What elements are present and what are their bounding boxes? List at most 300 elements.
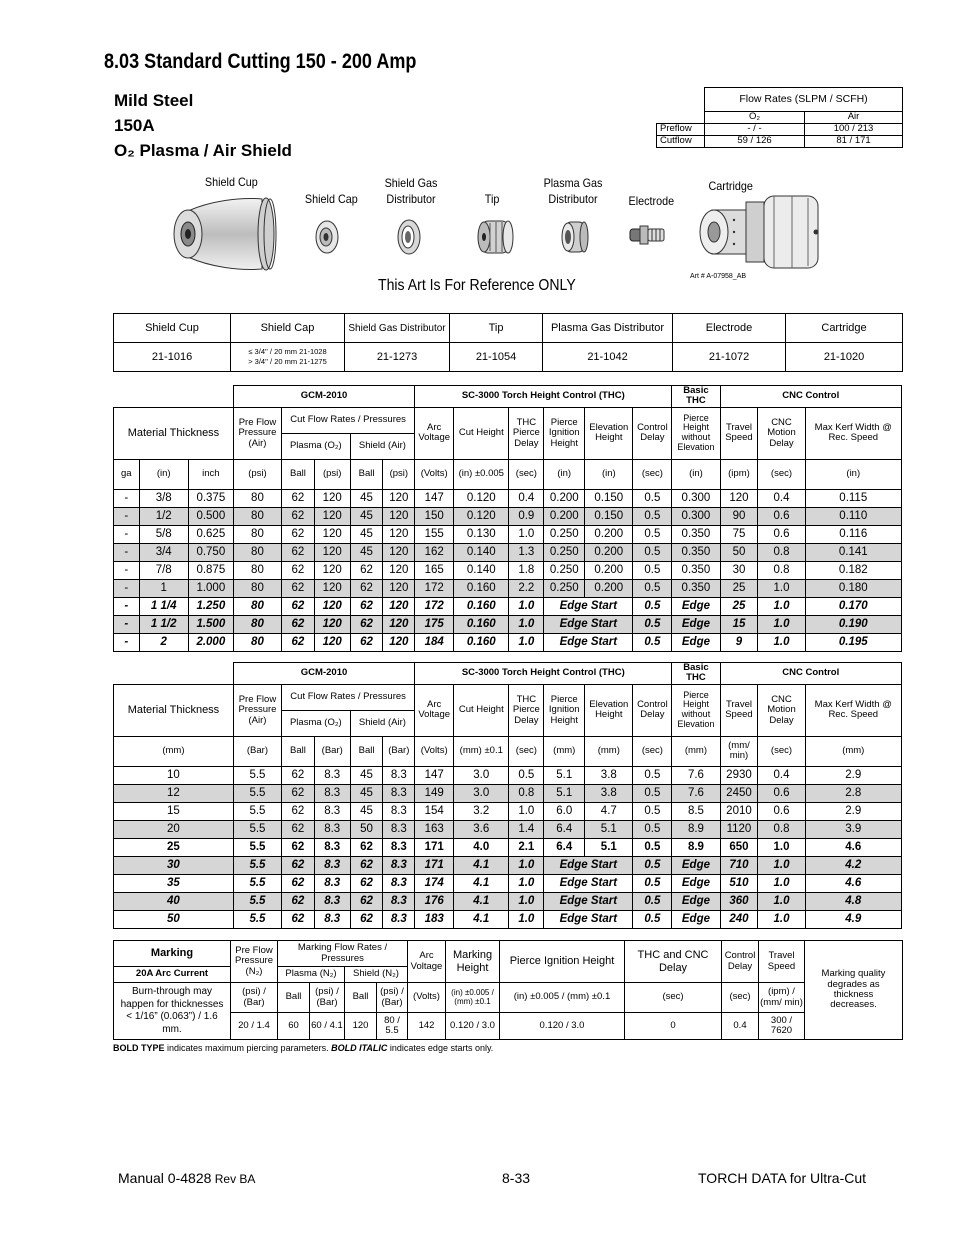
table-cell: 62 — [282, 802, 315, 820]
table-cell: Edge — [672, 597, 720, 615]
table-row — [114, 784, 902, 802]
unit-cell: (sec) — [625, 983, 722, 1013]
table-cell: 4.8 — [805, 892, 901, 910]
header-elevation-height: Elevation Height — [585, 407, 633, 459]
table-row — [114, 820, 902, 838]
table-cell: 175 — [415, 615, 454, 633]
table-cell: Edge — [672, 856, 720, 874]
table-cell: 0.9 — [509, 507, 544, 525]
table-cell: 0.8 — [758, 820, 805, 838]
table-cell: 5.5 — [233, 874, 281, 892]
footer-section: TORCH DATA for Ultra-Cut — [698, 1170, 867, 1186]
unit-cell: (psi) — [383, 459, 415, 489]
table-cell: 0.5 — [633, 820, 672, 838]
table-cell: 1 — [139, 579, 188, 597]
table-row — [114, 489, 902, 507]
table-cell: 1.0 — [758, 615, 805, 633]
table-cell: 1.0 — [758, 838, 805, 856]
table-cell: 45 — [350, 766, 383, 784]
unit-cell: (in) ±0.005 / (mm) ±0.1 — [500, 983, 625, 1013]
flow-rates-header: Flow Rates (SLPM / SCFH) — [705, 88, 903, 112]
table-cell: Edge Start — [544, 597, 633, 615]
table-cell: 1.0 — [509, 525, 544, 543]
table-cell: 15 — [720, 615, 758, 633]
label-cartridge: Cartridge — [708, 179, 753, 193]
table-cell: 62 — [282, 597, 315, 615]
part-number: 21-1054 — [450, 343, 543, 372]
unit-cell: Ball — [350, 459, 383, 489]
table-row — [114, 856, 902, 874]
table-cell: 62 — [282, 561, 315, 579]
table-cell: 8.3 — [383, 766, 415, 784]
table-cell: 45 — [350, 802, 383, 820]
unit-cell: (mm) — [585, 736, 633, 766]
table-cell: 20 — [114, 820, 234, 838]
table-cell: 1.000 — [188, 579, 233, 597]
table-cell: 176 — [415, 892, 454, 910]
header-cut-height: Cut Height — [454, 407, 509, 459]
header-arc-voltage: Arc Voltage — [415, 684, 454, 736]
unit-cell: (in) — [672, 459, 720, 489]
unit-cell: (ipm) / (mm/ min) — [759, 983, 805, 1013]
table-cell: 25 — [114, 838, 234, 856]
table-cell: 62 — [282, 766, 315, 784]
label-plasma-gas-distributor: Plasma Gas Distributor — [543, 176, 603, 206]
unit-cell: (Bar) — [383, 736, 415, 766]
table-cell: 8.3 — [383, 892, 415, 910]
table-cell: 0.5 — [633, 579, 672, 597]
table-cell: 0.5 — [633, 615, 672, 633]
manual-number: Manual 0-4828 — [118, 1170, 212, 1186]
table-cell: 0.6 — [758, 507, 805, 525]
header-control-delay: Control Delay — [633, 684, 672, 736]
table-cell: 1.0 — [509, 874, 544, 892]
table-cell: 45 — [350, 784, 383, 802]
table-cell: 0.6 — [758, 525, 805, 543]
table-cell: 1.0 — [509, 615, 544, 633]
table-cell: 163 — [415, 820, 454, 838]
table-cell: 0.300 — [672, 507, 720, 525]
table-row — [114, 543, 902, 561]
table-cell: 8.3 — [314, 802, 350, 820]
table-cell: 150 — [415, 507, 454, 525]
unit-cell: (sec) — [758, 459, 805, 489]
table-cell: 0.5 — [633, 507, 672, 525]
value-cell: 60 / 4.1 — [310, 1013, 345, 1040]
table-cell: 80 — [233, 525, 281, 543]
unit-cell: (mm) — [114, 736, 234, 766]
table-cell: 154 — [415, 802, 454, 820]
art-number: Art # A-07958_AB — [690, 273, 747, 280]
parts-table — [113, 313, 903, 372]
table-cell: 0.250 — [544, 579, 585, 597]
table-cell: 62 — [282, 579, 315, 597]
table-cell: 0.250 — [544, 525, 585, 543]
unit-cell: (in) — [805, 459, 901, 489]
unit-cell: (sec) — [509, 459, 544, 489]
flow-value: 81 / 171 — [805, 136, 903, 148]
table-cell: 62 — [350, 615, 383, 633]
table-cell: 0.160 — [454, 633, 509, 651]
table-cell: 1.0 — [758, 874, 805, 892]
units-row — [114, 736, 902, 766]
table-cell: 0.120 — [454, 507, 509, 525]
table-cell: 2.9 — [805, 766, 901, 784]
table-row — [114, 802, 902, 820]
table-cell: Edge Start — [544, 910, 633, 928]
table-cell: 2.000 — [188, 633, 233, 651]
table-cell: 40 — [114, 892, 234, 910]
table-cell: 3/8 — [139, 489, 188, 507]
parts-header: Cartridge — [786, 314, 903, 343]
footer-manual — [118, 1170, 255, 1186]
table-cell: 0.200 — [544, 507, 585, 525]
table-cell: 8.3 — [383, 910, 415, 928]
table-cell: 3.8 — [585, 766, 633, 784]
table-cell: 120 — [383, 525, 415, 543]
table-cell: 0.8 — [758, 561, 805, 579]
table-cell: 0.5 — [633, 856, 672, 874]
table-cell: 172 — [415, 597, 454, 615]
part-number: 21-1042 — [543, 343, 673, 372]
table-cell: 35 — [114, 874, 234, 892]
table-cell: 0.6 — [758, 802, 805, 820]
table-cell: 1.0 — [509, 597, 544, 615]
unit-cell: ga — [114, 459, 140, 489]
table-cell: 2 — [139, 633, 188, 651]
table-cell: 62 — [350, 874, 383, 892]
table-cell: 4.1 — [454, 910, 509, 928]
table-cell: 8.3 — [383, 856, 415, 874]
table-cell: 710 — [720, 856, 758, 874]
electrode-icon — [628, 220, 668, 250]
table-cell: 0.141 — [805, 543, 901, 561]
table-cell: 149 — [415, 784, 454, 802]
header-pierce-ignition: Pierce Ignition Height — [500, 941, 625, 983]
table-cell: 1.3 — [509, 543, 544, 561]
value-cell: 0.120 / 3.0 — [500, 1013, 625, 1040]
unit-cell: (in) ±0.005 / (mm) ±0.1 — [446, 983, 500, 1013]
value-cell: 0 — [625, 1013, 722, 1040]
unit-cell: (psi) / (Bar) — [377, 983, 408, 1013]
header-material-thickness: Material Thickness — [114, 407, 234, 459]
table-cell: - — [114, 525, 140, 543]
header-arc-voltage: Arc Voltage — [408, 941, 446, 983]
header-pre-flow: Pre Flow Pressure (Air) — [233, 407, 281, 459]
table-cell: Edge Start — [544, 633, 633, 651]
table-cell: 62 — [282, 633, 315, 651]
table-cell: 0.140 — [454, 561, 509, 579]
table-cell: 1.0 — [509, 856, 544, 874]
plasma-gas-distributor-icon — [560, 218, 590, 256]
table-cell: 1.0 — [758, 597, 805, 615]
table-cell: 5/8 — [139, 525, 188, 543]
table-cell: 1.0 — [758, 633, 805, 651]
table-cell: 30 — [114, 856, 234, 874]
table-cell: 120 — [383, 507, 415, 525]
header-pre-flow: Pre Flow Pressure (Air) — [233, 684, 281, 736]
unit-cell: Ball — [282, 736, 315, 766]
header-shield: Shield (Air) — [350, 710, 415, 736]
table-cell: 4.6 — [805, 874, 901, 892]
table-cell: - — [114, 615, 140, 633]
table-cell: 172 — [415, 579, 454, 597]
header-cut-flow: Cut Flow Rates / Pressures — [282, 407, 415, 433]
table-cell: 62 — [350, 910, 383, 928]
value-cell: 142 — [408, 1013, 446, 1040]
table-cell: 1.0 — [509, 802, 544, 820]
table-cell: 0.375 — [188, 489, 233, 507]
flow-col-air: Air — [805, 112, 903, 124]
table-cell: 120 — [314, 543, 350, 561]
table-cell: 0.5 — [633, 597, 672, 615]
table-cell: 184 — [415, 633, 454, 651]
unit-cell: (psi) / (Bar) — [310, 983, 345, 1013]
header-control-delay: Control Delay — [722, 941, 759, 983]
table-cell: 120 — [314, 579, 350, 597]
unit-cell: (sec) — [509, 736, 544, 766]
table-cell: 1.8 — [509, 561, 544, 579]
header-pierce-without-elevation: Pierce Height without Elevation — [672, 407, 720, 459]
table-cell: 2010 — [720, 802, 758, 820]
table-cell: 162 — [415, 543, 454, 561]
parts-header: Tip — [450, 314, 543, 343]
table-cell: 0.130 — [454, 525, 509, 543]
table-cell: 174 — [415, 874, 454, 892]
table-cell: 1/2 — [139, 507, 188, 525]
table-cell: Edge — [672, 892, 720, 910]
header-travel-speed: Travel Speed — [759, 941, 805, 983]
table-cell: 5.1 — [585, 838, 633, 856]
unit-cell: (in) — [139, 459, 188, 489]
table-cell: 2450 — [720, 784, 758, 802]
table-cell: 120 — [383, 543, 415, 561]
part-number: > 3/4'' / 20 mm 21-1275 — [248, 357, 327, 366]
table-cell: 120 — [383, 633, 415, 651]
table-cell: - — [114, 543, 140, 561]
group-gcm: GCM-2010 — [233, 386, 414, 408]
table-cell: 183 — [415, 910, 454, 928]
table-cell: 62 — [282, 784, 315, 802]
table-cell: 120 — [314, 507, 350, 525]
table-cell: 0.5 — [633, 561, 672, 579]
table-cell: - — [114, 489, 140, 507]
flow-col-o2: O₂ — [705, 112, 805, 124]
table-cell: 4.1 — [454, 874, 509, 892]
header-shield: Shield (Air) — [350, 433, 415, 459]
table-cell: 0.5 — [633, 874, 672, 892]
table-cell: 0.115 — [805, 489, 901, 507]
table-cell: 0.200 — [585, 579, 633, 597]
flow-value: 100 / 213 — [805, 124, 903, 136]
table-cell: 25 — [720, 597, 758, 615]
header-plasma: Plasma (O₂) — [282, 433, 351, 459]
table-cell: 4.9 — [805, 910, 901, 928]
table-row — [114, 525, 902, 543]
table-cell: 165 — [415, 561, 454, 579]
shield-cap-icon — [314, 219, 340, 255]
table-cell: 15 — [114, 802, 234, 820]
table-cell: 62 — [350, 633, 383, 651]
table-cell: 62 — [350, 892, 383, 910]
table-cell: 80 — [233, 579, 281, 597]
group-thc: SC-3000 Torch Height Control (THC) — [415, 386, 672, 408]
part-number: 21-1072 — [673, 343, 786, 372]
table-cell: 120 — [383, 489, 415, 507]
table-cell: - — [114, 633, 140, 651]
unit-cell: Ball — [282, 459, 315, 489]
table-cell: 62 — [282, 910, 315, 928]
table-cell: 0.190 — [805, 615, 901, 633]
header-arc-voltage: Arc Voltage — [415, 407, 454, 459]
table-cell: 3.0 — [454, 766, 509, 784]
header-cnc-motion-delay: CNC Motion Delay — [758, 684, 805, 736]
unit-cell: (in) — [585, 459, 633, 489]
table-cell: 5.5 — [233, 892, 281, 910]
table-row — [114, 561, 902, 579]
header-cut-flow: Cut Flow Rates / Pressures — [282, 684, 415, 710]
table-cell: 0.5 — [633, 766, 672, 784]
table-cell: 171 — [415, 856, 454, 874]
part-number: 21-1273 — [345, 343, 450, 372]
imperial-cut-chart — [113, 385, 902, 652]
table-cell: 45 — [350, 525, 383, 543]
unit-cell: (sec) — [758, 736, 805, 766]
table-cell: Edge — [672, 910, 720, 928]
table-cell: 62 — [282, 525, 315, 543]
table-cell: 62 — [350, 579, 383, 597]
cartridge-icon — [696, 192, 828, 272]
value-cell: 0.120 / 3.0 — [446, 1013, 500, 1040]
table-cell: 4.2 — [805, 856, 901, 874]
unit-cell: (mm) — [672, 736, 720, 766]
table-cell: 120 — [314, 561, 350, 579]
parts-header: Shield Gas Distributor — [345, 314, 450, 343]
value-cell: 20 / 1.4 — [231, 1013, 278, 1040]
unit-cell: (ipm) — [720, 459, 758, 489]
part-number: 21-1016 — [114, 343, 231, 372]
table-cell: Edge — [672, 874, 720, 892]
table-cell: 80 — [233, 561, 281, 579]
table-cell: 0.6 — [758, 784, 805, 802]
table-cell: 8.3 — [383, 784, 415, 802]
shield-cup-icon — [170, 193, 280, 275]
unit-cell: Ball — [278, 983, 310, 1013]
header-travel-speed: Travel Speed — [720, 684, 758, 736]
table-cell: 62 — [350, 597, 383, 615]
table-cell: 120 — [383, 597, 415, 615]
table-cell: 0.160 — [454, 579, 509, 597]
value-cell: 80 / 5.5 — [377, 1013, 408, 1040]
table-cell: 171 — [415, 838, 454, 856]
table-cell: 0.350 — [672, 525, 720, 543]
footnote — [113, 1043, 493, 1053]
table-cell: 8.3 — [314, 910, 350, 928]
table-cell: 0.160 — [454, 615, 509, 633]
unit-cell: (Volts) — [415, 459, 454, 489]
table-cell: 80 — [233, 489, 281, 507]
marking-current: 20A Arc Current — [114, 967, 231, 983]
table-cell: 8.3 — [314, 892, 350, 910]
table-cell: 3.2 — [454, 802, 509, 820]
table-cell: 3/4 — [139, 543, 188, 561]
table-cell: 10 — [114, 766, 234, 784]
table-cell: 0.140 — [454, 543, 509, 561]
table-cell: 2.1 — [509, 838, 544, 856]
amperage-heading: 150A — [114, 116, 155, 135]
label-shield-cup: Shield Cup — [204, 175, 258, 189]
table-cell: 0.5 — [633, 838, 672, 856]
group-thc: SC-3000 Torch Height Control (THC) — [415, 663, 672, 685]
unit-cell: (psi) — [314, 459, 350, 489]
table-cell: 8.3 — [314, 820, 350, 838]
table-cell: 120 — [314, 489, 350, 507]
table-cell: 6.4 — [544, 838, 585, 856]
table-cell: 62 — [282, 820, 315, 838]
unit-cell: (in) — [544, 459, 585, 489]
table-cell: 0.180 — [805, 579, 901, 597]
table-cell: 80 — [233, 633, 281, 651]
table-cell: 1.0 — [509, 892, 544, 910]
table-cell: 0.150 — [585, 489, 633, 507]
footnote-text: indicates maximum piercing parameters. — [164, 1043, 332, 1053]
unit-cell: (psi) / (Bar) — [231, 983, 278, 1013]
table-cell: 5.5 — [233, 802, 281, 820]
table-cell: Edge Start — [544, 615, 633, 633]
unit-cell: (sec) — [633, 459, 672, 489]
header-pierce-without-elevation: Pierce Height without Elevation — [672, 684, 720, 736]
table-cell: 120 — [314, 597, 350, 615]
table-cell: 8.3 — [314, 874, 350, 892]
table-cell: 2.2 — [509, 579, 544, 597]
table-cell: 62 — [282, 489, 315, 507]
table-cell: 8.3 — [314, 856, 350, 874]
table-cell: Edge Start — [544, 856, 633, 874]
parts-header: Shield Cup — [114, 314, 231, 343]
page-number: 8-33 — [502, 1170, 531, 1186]
unit-cell: (sec) — [722, 983, 759, 1013]
shield-gas-distributor-icon — [396, 218, 422, 256]
table-cell: 0.4 — [758, 766, 805, 784]
header-max-kerf: Max Kerf Width @ Rec. Speed — [805, 407, 901, 459]
table-cell: 120 — [383, 615, 415, 633]
table-cell: 8.3 — [314, 766, 350, 784]
table-cell: 4.6 — [805, 838, 901, 856]
manual-rev: Rev BA — [211, 1172, 256, 1186]
table-cell: 5.5 — [233, 838, 281, 856]
part-number: 21-1020 — [786, 343, 903, 372]
table-cell: 80 — [233, 507, 281, 525]
table-cell: 0.750 — [188, 543, 233, 561]
parts-header: Electrode — [673, 314, 786, 343]
unit-cell: Ball — [350, 736, 383, 766]
values-row — [114, 1013, 903, 1040]
table-cell: Edge — [672, 633, 720, 651]
table-cell: 0.350 — [672, 543, 720, 561]
table-cell: 120 — [314, 633, 350, 651]
table-cell: - — [114, 561, 140, 579]
table-row — [114, 507, 902, 525]
header-control-delay: Control Delay — [633, 407, 672, 459]
table-cell: 147 — [415, 766, 454, 784]
table-cell: 5.5 — [233, 766, 281, 784]
header-thc-pierce-delay: THC Pierce Delay — [509, 684, 544, 736]
table-cell: 1.0 — [509, 633, 544, 651]
table-cell: - — [114, 507, 140, 525]
material-heading: Mild Steel — [114, 91, 194, 110]
table-cell: 1.0 — [758, 856, 805, 874]
table-cell: 0.200 — [585, 543, 633, 561]
